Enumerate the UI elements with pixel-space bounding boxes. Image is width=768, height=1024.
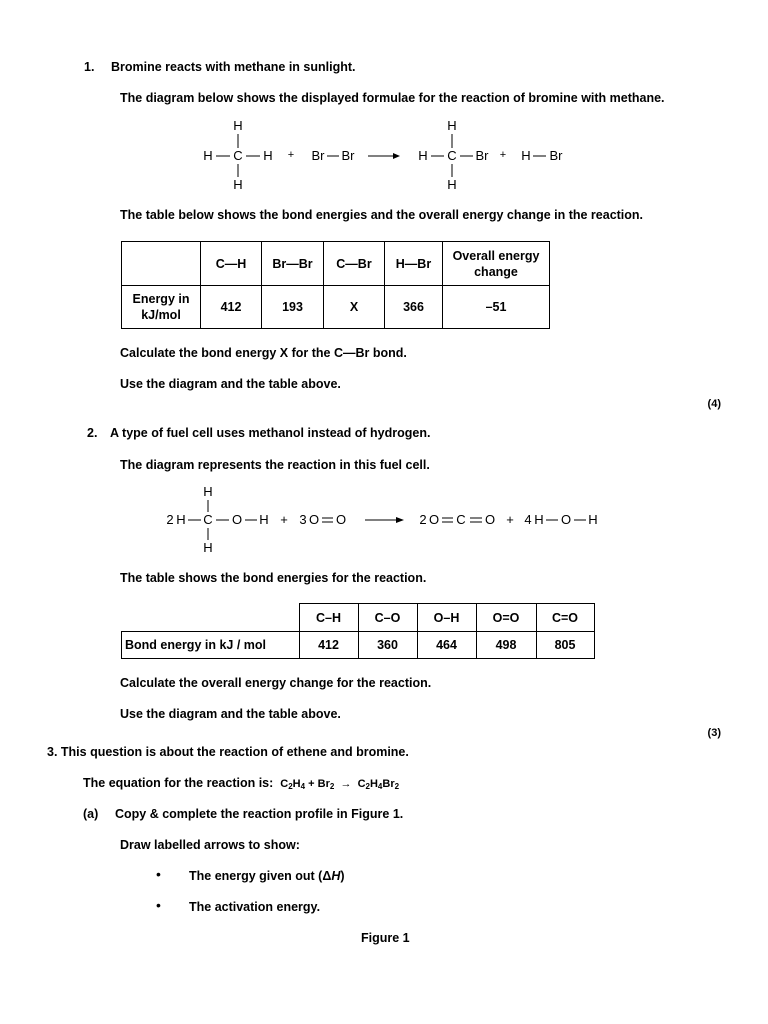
- table-cell: –51: [443, 286, 550, 329]
- methanol-bottom-h: H: [203, 540, 213, 555]
- methanol-right-h: H: [259, 512, 269, 527]
- equation-arrow: →: [340, 778, 352, 790]
- co2-left-o: O: [428, 512, 440, 527]
- water-left-h: H: [534, 512, 544, 527]
- plus-2: +: [506, 512, 514, 527]
- q3-equation-line: [83, 776, 399, 790]
- figure-1-label: Figure 1: [361, 931, 410, 945]
- q2-intro: A type of fuel cell uses methanol instead of hydrogen.: [110, 426, 431, 440]
- bullet-activation-energy: The activation energy.: [189, 900, 321, 914]
- q1-reaction-diagram: [190, 112, 590, 198]
- table-row: [122, 286, 550, 329]
- product-bromine: Br: [475, 148, 489, 163]
- q2-instruction-use: Use the diagram and the table above.: [120, 707, 341, 721]
- q2-instruction-calculate: Calculate the overall energy change for the reaction.: [120, 676, 432, 690]
- methane-left-h: H: [203, 148, 213, 163]
- co2-right-o: O: [484, 512, 496, 527]
- table-header-cell: C—Br: [324, 242, 385, 286]
- equation: $C_2H_4 + Br_2 \to C_2H_4Br_2$: [280, 778, 400, 791]
- table-header-row: [122, 242, 550, 286]
- table-header-cell: O=O: [476, 604, 536, 632]
- methane-carbon: C: [233, 148, 243, 163]
- q2-diagram-caption: The diagram represents the reaction in this fuel cell.: [120, 458, 430, 472]
- table-cell: 805: [536, 632, 594, 659]
- table-cell: 412: [201, 286, 262, 329]
- q1-intro: Bromine reacts with methane in sunlight.: [111, 60, 356, 74]
- q1-diagram-caption: The diagram below shows the displayed formulae for the reaction of bromine with methane.: [120, 91, 665, 105]
- table-row-label: Bond energy in kJ / mol: [122, 632, 300, 659]
- methane-right-h: H: [263, 148, 273, 163]
- q2-reaction-diagram: [160, 480, 610, 558]
- table-cell: 498: [476, 632, 536, 659]
- table-cell: 193: [262, 286, 324, 329]
- table-cell: 412: [299, 632, 358, 659]
- reaction-arrow-head: [393, 153, 400, 159]
- methanol-left-h: H: [176, 512, 186, 527]
- water-oxygen: O: [560, 512, 572, 527]
- methane-bottom-h: H: [233, 177, 243, 192]
- methanol-carbon: C: [203, 512, 213, 527]
- q2-table-caption: The table shows the bond energies for the reaction.: [120, 571, 427, 585]
- water-right-h: H: [588, 512, 598, 527]
- table-header-cell: Br—Br: [262, 242, 324, 286]
- methane-top-h: H: [233, 118, 243, 133]
- bullet-icon: •: [156, 866, 161, 882]
- oxygen-right: O: [335, 512, 347, 527]
- coefficient-2b: 2: [419, 512, 427, 527]
- table-header-cell: C–O: [358, 604, 417, 632]
- coefficient-4: 4: [524, 512, 532, 527]
- q1-number: 1.: [84, 60, 95, 74]
- oxygen-left: O: [308, 512, 320, 527]
- bullet-icon: •: [156, 897, 161, 913]
- hbr-h: H: [521, 148, 531, 163]
- co2-carbon: C: [456, 512, 466, 527]
- table-cell: X: [324, 286, 385, 329]
- plus-2: +: [499, 149, 507, 161]
- coefficient-2: 2: [166, 512, 174, 527]
- table-row: [122, 632, 595, 659]
- table-cell: 366: [385, 286, 443, 329]
- q1-table-caption: The table below shows the bond energies and the overall energy change in the reaction.: [120, 208, 644, 222]
- coefficient-3: 3: [299, 512, 307, 527]
- q3-heading: 3. This question is about the reaction of ethene and bromine.: [47, 745, 409, 759]
- plus-1: +: [280, 512, 288, 527]
- q1-bond-energy-table: [121, 241, 550, 329]
- equation-label: The equation for the reaction is:: [83, 776, 274, 790]
- product-carbon: C: [447, 148, 457, 163]
- bromine-right: Br: [341, 148, 355, 163]
- methanol-oxygen: O: [231, 512, 243, 527]
- product-left-h: H: [418, 148, 428, 163]
- table-header-cell: O–H: [417, 604, 476, 632]
- methanol-top-h: H: [203, 484, 213, 499]
- table-row-label: Energy in kJ/mol: [122, 286, 201, 329]
- table-header-cell: C=O: [536, 604, 594, 632]
- table-header-cell: Overall energy change: [443, 242, 550, 286]
- q3-part-a-label: (a): [83, 807, 99, 821]
- table-cell: 464: [417, 632, 476, 659]
- q2-marks: (3): [707, 727, 721, 739]
- table-header-cell: H—Br: [385, 242, 443, 286]
- plus-1: +: [287, 149, 295, 161]
- q3-draw-instruction: Draw labelled arrows to show:: [120, 838, 300, 852]
- table-header-row: [122, 604, 595, 632]
- q2-number: 2.: [87, 426, 98, 440]
- q3-part-a-text: Copy & complete the reaction profile in Figure 1.: [115, 807, 404, 821]
- bullet-energy-given-out: The energy given out (ΔH): [189, 869, 345, 883]
- product-top-h: H: [447, 118, 457, 133]
- product-bottom-h: H: [447, 177, 457, 192]
- reaction-arrow-head: [396, 517, 404, 523]
- table-header-cell: C—H: [201, 242, 262, 286]
- table-header-cell: [122, 242, 201, 286]
- q1-instruction-calculate: Calculate the bond energy X for the C—Br bond.: [120, 346, 407, 360]
- q2-bond-energy-table: [121, 603, 595, 659]
- table-cell: 360: [358, 632, 417, 659]
- bromine-left: Br: [311, 148, 325, 163]
- table-header-cell: C–H: [299, 604, 358, 632]
- q1-marks: (4): [707, 398, 721, 410]
- q1-instruction-use: Use the diagram and the table above.: [120, 377, 341, 391]
- hbr-br: Br: [549, 148, 563, 163]
